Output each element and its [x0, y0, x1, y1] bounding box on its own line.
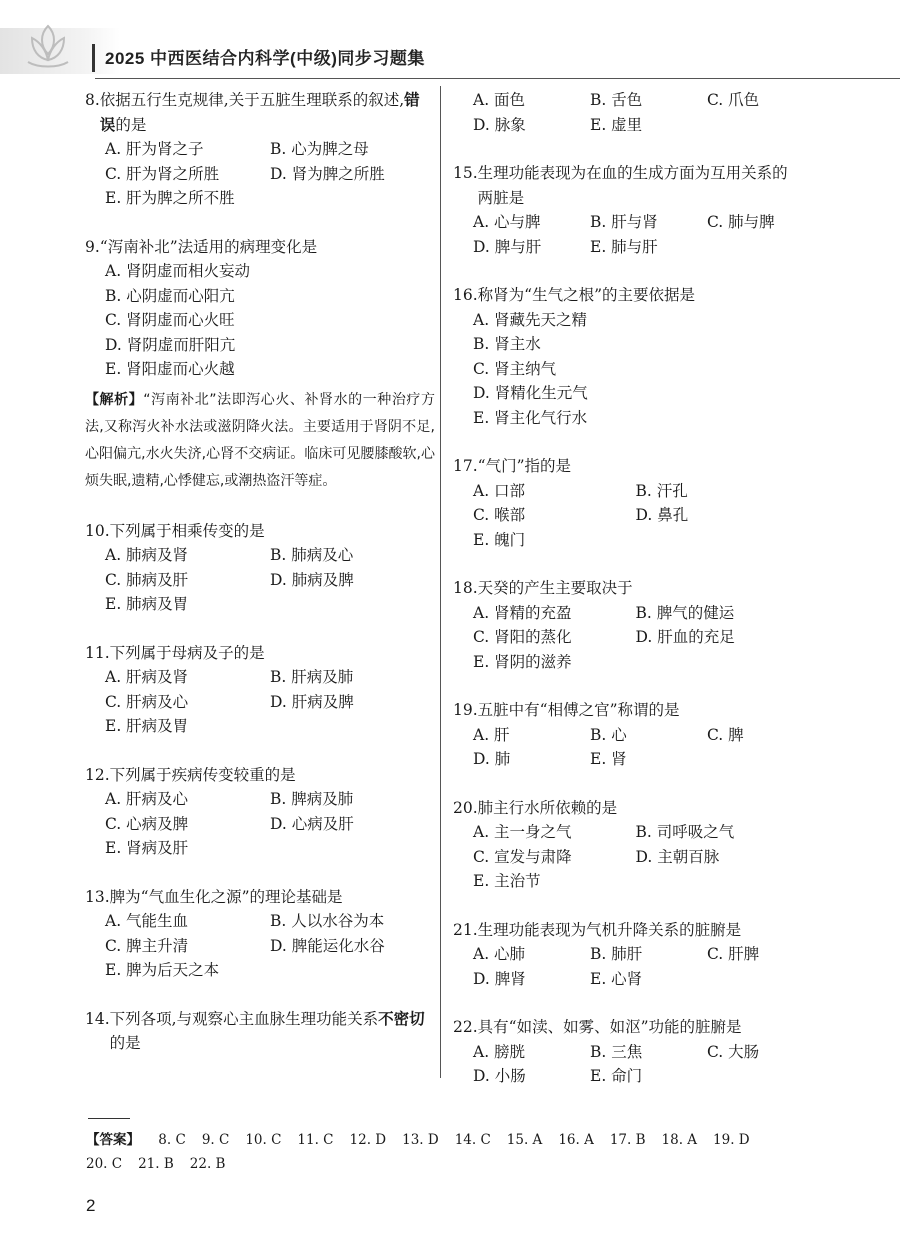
question-stem: [453, 283, 798, 308]
option-c: C. 肝病及心: [105, 692, 189, 711]
publisher-logo-icon: [18, 18, 78, 74]
option-e: E. 脾为后天之本: [105, 961, 220, 979]
option-c: C. 喉部: [473, 506, 526, 524]
option-b: B. 人以水谷为本: [270, 912, 385, 930]
answer-item: 19. D: [713, 1132, 750, 1148]
stem-text: 天癸的产生主要取决于: [477, 579, 633, 597]
stem-text: 依据五行生克规律,关于五脏生理联系的叙述,: [99, 91, 405, 109]
option-row: [473, 528, 798, 553]
option-b: B. 肾主水: [473, 335, 541, 353]
option-b: B. 司呼吸之气: [635, 823, 735, 841]
option-b: B. 汗孔: [635, 481, 688, 500]
option-a: A. 膀胱: [473, 1042, 526, 1061]
option-b: B. 脾气的健运: [635, 603, 735, 622]
question-number: 17.: [453, 457, 478, 475]
question: [453, 576, 798, 674]
option-d: D. 脉象: [473, 115, 526, 134]
option-row: [473, 845, 798, 870]
option-row: [473, 308, 798, 333]
question-number: 11.: [85, 643, 110, 662]
option-row: [473, 601, 798, 626]
option-row: [473, 406, 798, 431]
option-c: C. 肺病及肝: [105, 570, 189, 589]
page-header: [0, 0, 900, 80]
question-text: [100, 235, 435, 260]
question-text: [478, 918, 798, 943]
option-d: D. 小肠: [473, 1067, 526, 1085]
option-e: E. 肺病及胃: [105, 595, 189, 613]
option-row: [105, 284, 435, 309]
question-stem: [85, 519, 435, 544]
question-stem: [453, 698, 798, 723]
option-row: [473, 479, 798, 504]
stem-text: 下列属于相乘传变的是: [109, 521, 265, 540]
option-b: B. 舌色: [590, 91, 643, 109]
option-c: C. 爪色: [707, 91, 760, 109]
question-number: 8.: [85, 91, 100, 109]
question-number: 13.: [85, 887, 110, 906]
option-a: A. 心肺: [473, 945, 526, 963]
stem-tail: 的是: [115, 115, 147, 134]
option-d: D. 肺病及脾: [270, 570, 354, 589]
options: [453, 308, 798, 431]
options: [85, 787, 435, 861]
option-e: E. 肾阳虚而心火越: [105, 360, 235, 378]
answer-item: 8. C: [158, 1132, 186, 1148]
option-row: [473, 235, 798, 260]
option-a: A. 肾精的充盈: [473, 603, 572, 622]
option-e: E. 命门: [590, 1067, 643, 1085]
option-d: D. 肝病及脾: [270, 692, 354, 711]
option-e: E. 肝为脾之所不胜: [105, 189, 235, 207]
option-row: [105, 690, 435, 715]
option-c: C. 大肠: [707, 1042, 760, 1061]
question-stem: [85, 88, 435, 137]
question-number: 10.: [85, 521, 110, 540]
option-row: [105, 836, 435, 861]
option-b: B. 心: [590, 725, 627, 744]
option-e: E. 肾: [590, 750, 627, 768]
option-row: [105, 909, 435, 934]
option-a: A. 主一身之气: [473, 823, 572, 841]
option-row: [473, 967, 798, 992]
option-row: [473, 381, 798, 406]
answer-item: 13. D: [402, 1132, 439, 1148]
question-number: 18.: [453, 579, 478, 597]
option-c: C. 肝为肾之所胜: [105, 164, 220, 183]
option-a: A. 肝病及心: [105, 790, 189, 808]
header-accent-bar: [92, 44, 95, 72]
option-e: E. 虚里: [590, 115, 643, 134]
option-c: C. 脾: [707, 725, 744, 744]
question: [453, 1015, 798, 1089]
option-e: E. 肾阴的滋养: [473, 652, 572, 671]
option-d: D. 主朝百脉: [635, 847, 720, 866]
stem-emphasis: 错误: [99, 90, 420, 134]
question-stem: [453, 576, 798, 601]
answer-item: 11. C: [297, 1132, 334, 1148]
option-row: [105, 665, 435, 690]
question: [85, 885, 435, 983]
option-b: B. 三焦: [590, 1042, 643, 1061]
explanation: [85, 387, 435, 495]
options: [85, 543, 435, 617]
option-row: [473, 650, 798, 675]
option-row: [105, 137, 435, 162]
option-row: [105, 308, 435, 333]
answer-item: 12. D: [349, 1132, 387, 1148]
options: [85, 909, 435, 983]
question-number: 20.: [453, 798, 478, 817]
question-stem: [85, 235, 435, 260]
option-e: E. 魄门: [473, 530, 526, 549]
option-b: B. 肝与肾: [590, 213, 658, 231]
option-c: C. 肺与脾: [707, 213, 775, 231]
option-b: B. 心为脾之母: [270, 140, 369, 158]
question-number: 15.: [453, 164, 478, 182]
stem-text: 生理功能表现为气机升降关系的脏腑是: [477, 920, 742, 939]
option-b: B. 肺病及心: [270, 546, 354, 564]
question-text: [478, 576, 798, 601]
options: [453, 479, 798, 553]
answer-key: [86, 1128, 806, 1176]
option-b: B. 肝病及肺: [270, 668, 354, 686]
answer-item: 20. C: [86, 1156, 123, 1172]
question-text: [478, 1015, 798, 1040]
question-text: [110, 641, 435, 666]
options: [453, 820, 798, 894]
question-stem: [453, 454, 798, 479]
option-d: D. 肺: [473, 750, 511, 768]
options: [453, 942, 798, 991]
option-e: E. 肾主化气行水: [473, 408, 588, 427]
answer-item: 17. B: [609, 1132, 646, 1148]
stem-text: 下列属于疾病传变较重的是: [109, 765, 296, 784]
option-row: [105, 812, 435, 837]
option-row: [105, 568, 435, 593]
option-d: D. 肝血的充足: [635, 628, 735, 646]
book-title: 2025 中西医结合内科学(中级)同步习题集: [105, 49, 425, 68]
answer-item: 9. C: [201, 1132, 230, 1148]
question-text: [478, 698, 798, 723]
options: [453, 1040, 798, 1089]
option-row: [105, 162, 435, 187]
question: [85, 235, 435, 495]
stem-text: 肺主行水所依赖的是: [477, 798, 618, 817]
stem-text: 生理功能表现为在血的生成方面为互用关系的两脏是: [477, 164, 788, 207]
answer-rule: [88, 1118, 130, 1119]
options: [85, 137, 435, 211]
question-stem: [85, 1007, 435, 1056]
option-row: [473, 503, 798, 528]
option-row: [473, 869, 798, 894]
question-text: [110, 763, 435, 788]
option-row: [473, 820, 798, 845]
question-text: [110, 885, 435, 910]
question-text: [478, 454, 798, 479]
question: [453, 161, 798, 259]
explanation-tag: 【解析】: [85, 391, 144, 408]
question: [85, 763, 435, 861]
option-row: [473, 332, 798, 357]
option-row: [105, 934, 435, 959]
column-divider: [440, 86, 441, 1078]
option-row: [105, 333, 435, 358]
question-text: [110, 519, 435, 544]
question-text: [478, 283, 798, 308]
answer-item: 15. A: [506, 1132, 543, 1148]
question-number: 21.: [453, 920, 478, 939]
stem-text: 称肾为“生气之根”的主要依据是: [477, 286, 696, 304]
stem-text: 五脏中有“相傅之官”称谓的是: [477, 701, 680, 719]
option-d: D. 脾能运化水谷: [270, 936, 385, 955]
question-number: 22.: [453, 1018, 478, 1036]
question-stem: [453, 796, 798, 821]
option-c: C. 肾阳的蒸化: [473, 628, 572, 646]
stem-text: 具有“如渎、如雾、如沤”功能的脏腑是: [477, 1018, 742, 1036]
question: [453, 796, 798, 894]
option-d: D. 肾阴虚而肝阳亢: [105, 335, 236, 354]
answer-tag: 【答案】: [86, 1132, 140, 1148]
explanation-text: “泻南补北”法即泻心火、补肾水的一种治疗方法,又称泻火补水法或滋阴降火法。主要适用于肾阴不足,心阳偏亢,水火失济,心肾不交病证。临床可见腰膝酸软,心烦失眠,遗精,心悸健忘,或潮热盗汗等症。: [85, 391, 435, 489]
question: [453, 283, 798, 430]
option-row: [105, 186, 435, 211]
option-a: A. 口部: [473, 481, 526, 500]
question-number: 9.: [85, 237, 100, 256]
question-stem: [453, 918, 798, 943]
option-row: [473, 88, 798, 113]
option-d: D. 肾精化生元气: [473, 384, 588, 402]
question: [453, 918, 798, 992]
question-stem: [453, 161, 798, 210]
option-b: B. 脾病及肺: [270, 790, 354, 808]
option-a: A. 肾阴虚而相火妄动: [105, 262, 251, 280]
question: [453, 454, 798, 552]
options: [85, 665, 435, 739]
answer-item: 10. C: [245, 1132, 282, 1148]
stem-text: 下列属于母病及子的是: [109, 643, 265, 662]
options: [453, 601, 798, 675]
options: [453, 210, 798, 259]
option-c: C. 肝脾: [707, 945, 760, 963]
question-number: 19.: [453, 701, 478, 719]
question: [85, 88, 435, 211]
question: [453, 698, 798, 772]
option-c: C. 宣发与肃降: [473, 847, 572, 866]
option-row: [473, 357, 798, 382]
option-b: B. 心阴虚而心阳亢: [105, 286, 235, 305]
option-a: A. 肾藏先天之精: [473, 310, 588, 329]
option-e: E. 心肾: [590, 969, 643, 988]
question-text: [100, 88, 435, 137]
option-c: C. 肾主纳气: [473, 359, 557, 378]
option-row: [105, 592, 435, 617]
stem-tail: 的是: [109, 1034, 141, 1052]
answer-item: 14. C: [454, 1132, 491, 1148]
page-number: 2: [86, 1196, 96, 1215]
option-a: A. 肝为肾之子: [105, 140, 204, 158]
stem-text: 下列各项,与观察心主血脉生理功能关系: [109, 1009, 379, 1028]
question-stem: [85, 641, 435, 666]
option-row: [105, 714, 435, 739]
answer-item: 18. A: [661, 1132, 698, 1148]
option-row: [473, 723, 798, 748]
option-row: [105, 357, 435, 382]
option-d: D. 脾肾: [473, 969, 526, 988]
question: [85, 641, 435, 739]
option-b: B. 肺肝: [590, 945, 643, 963]
question-stem: [85, 885, 435, 910]
question-stem: [85, 763, 435, 788]
left-column: [85, 88, 435, 1056]
option-d: D. 肾为脾之所胜: [270, 164, 385, 183]
stem-text: “气门”指的是: [477, 457, 572, 475]
option-d: D. 鼻孔: [635, 506, 689, 524]
option-a: A. 肝: [473, 725, 510, 744]
option-row: [105, 259, 435, 284]
question-number: 16.: [453, 286, 478, 304]
option-a: A. 肝病及肾: [105, 668, 189, 686]
option-row: [473, 942, 798, 967]
option-e: E. 主治节: [473, 872, 541, 890]
answer-item: 16. A: [558, 1132, 594, 1148]
question-number: 12.: [85, 765, 110, 784]
option-row: [473, 1040, 798, 1065]
option-row: [473, 1064, 798, 1089]
option-c: C. 心病及脾: [105, 814, 189, 833]
option-a: A. 肺病及肾: [105, 546, 189, 564]
stem-emphasis: 不密切: [378, 1008, 425, 1028]
option-e: E. 肝病及胃: [105, 717, 189, 735]
option-row: [105, 543, 435, 568]
question: [85, 1007, 435, 1056]
option-a: A. 气能生血: [105, 912, 189, 930]
stem-text: 脾为“气血生化之源”的理论基础是: [109, 887, 343, 906]
option-d: D. 脾与肝: [473, 237, 542, 256]
options: [453, 723, 798, 772]
question-text: [478, 796, 798, 821]
question-text: [478, 161, 798, 210]
option-e: E. 肺与肝: [590, 237, 658, 256]
option-row: [105, 787, 435, 812]
option-row: [473, 625, 798, 650]
options: [85, 259, 435, 382]
option-c: C. 脾主升清: [105, 936, 189, 955]
option-c: C. 肾阴虚而心火旺: [105, 311, 235, 329]
option-row: [473, 747, 798, 772]
option-row: [105, 958, 435, 983]
question-number: 14.: [85, 1009, 110, 1028]
stem-text: “泻南补北”法适用的病理变化是: [99, 237, 318, 256]
option-row: [473, 113, 798, 138]
option-a: A. 面色: [473, 91, 526, 109]
answer-item: 21. B: [138, 1156, 174, 1172]
question: [453, 88, 798, 137]
option-row: [473, 210, 798, 235]
question: [85, 519, 435, 617]
right-column: [453, 88, 798, 1089]
header-rule: [95, 78, 900, 79]
option-d: D. 心病及肝: [270, 814, 354, 833]
question-text: [110, 1007, 435, 1056]
option-e: E. 肾病及肝: [105, 839, 189, 857]
answer-item: 22. B: [189, 1156, 226, 1172]
question-stem: [453, 1015, 798, 1040]
options: [453, 88, 798, 137]
option-a: A. 心与脾: [473, 213, 541, 231]
